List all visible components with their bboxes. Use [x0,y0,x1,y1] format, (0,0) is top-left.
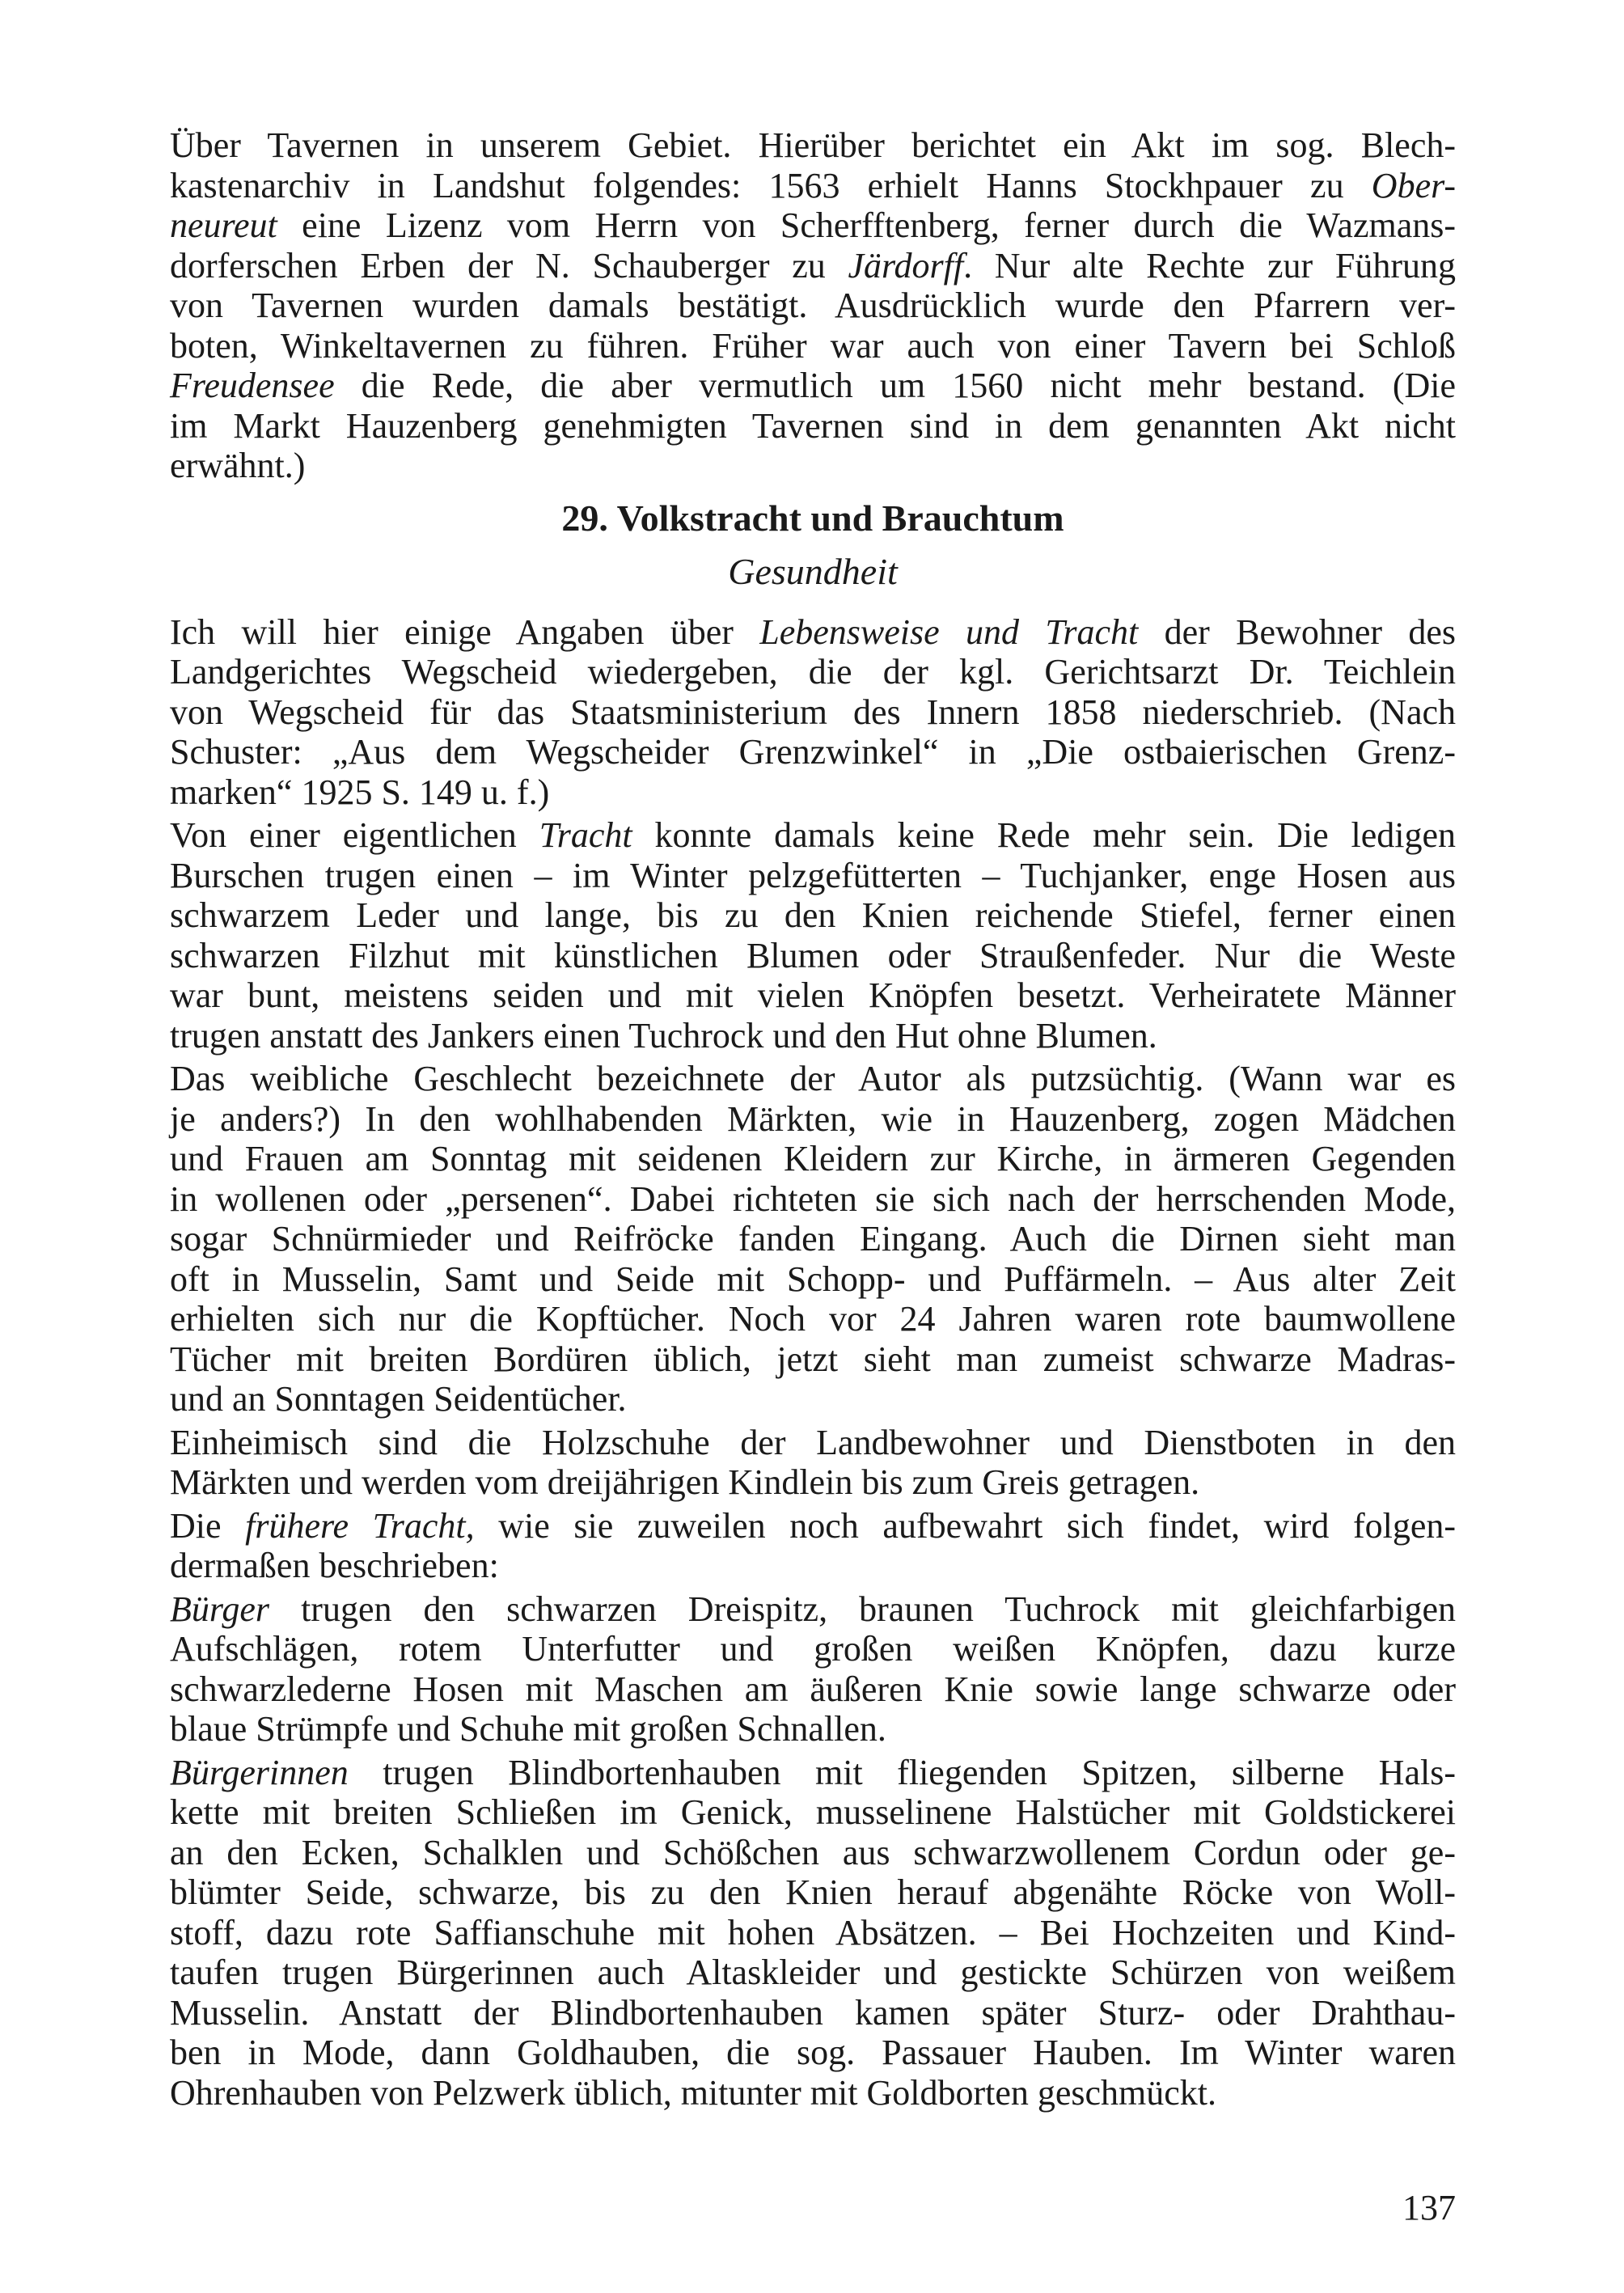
text-line: dermaßen beschrieben: [170,1546,499,1585]
text-line: Von einer eigentlichen Tracht konnte damals keine Rede mehr sein. Die ledigen [170,815,1456,855]
text-line: Ich will hier einige Angaben über Lebensweise und Tracht der Bewohner des [170,611,1457,652]
text-line: trugen anstatt des Jankers einen Tuchrock und den Hut ohne Blumen. [170,1015,1157,1056]
text-line: blümter Seide, schwarze, bis zu den Knien herauf abgenähte Röcke von Woll- [170,1872,1456,1912]
text-line: Burschen trugen einen – im Winter pelzgefütterten – Tuchjanker, enge Hosen aus [170,855,1456,895]
text-line: war bunt, meistens seiden und mit vielen Knöpfen besetzt. Verheiratete Männer [170,975,1456,1015]
text-line: je anders?) In den wohlhabenden Märkten, wie in Hauzenberg, zogen Mädchen [170,1098,1456,1139]
intro-paragraph [170,125,1456,486]
text-line: kastenarchiv in Landshut folgendes: 1563 erhielt Hanns Stockhpauer zu Ober- [170,165,1456,205]
text-line: stoff, dazu rote Saffianschuhe mit hohen Absätzen. – Bei Hochzeiten und Kind- [170,1912,1456,1952]
text-line: Das weibliche Geschlecht bezeichnete der Autor als putzsüchtig. (Wann war es [170,1059,1456,1098]
text-line: ben in Mode, dann Goldhauben, die sog. Passauer Hauben. Im Winter waren [170,2033,1456,2072]
text-line: schwarzem Leder und lange, bis zu den Knien reichende Stiefel, ferner einen [170,895,1456,935]
text-line: kette mit breiten Schließen im Genick, musselinene Halstücher mit Goldstickerei [170,1792,1456,1832]
text-line: Einheimisch sind die Holzschuhe der Landbewohner und Dienstboten in den [170,1422,1456,1462]
text-line: in wollenen oder „persenen“. Dabei richteten sie sich nach der herrschenden Mode, [170,1178,1456,1219]
paragraph [170,1059,1456,1419]
text-line: Bürgerinnen trugen Blindbortenhauben mit fliegenden Spitzen, silberne Hals- [170,1752,1456,1792]
text-line: im Markt Hauzenberg genehmigten Tavernen sind in dem genannten Akt nicht [170,405,1456,446]
text-line: sogar Schnürmieder und Reifröcke fanden Eingang. Auch die Dirnen sieht man [170,1219,1456,1259]
paragraph [170,1506,1456,1586]
text-line: von Wegscheid für das Staatsministerium des Innern 1858 niederschrieb. (Nach [170,692,1456,732]
paragraph [170,612,1456,813]
paragraph [170,1753,1456,2113]
paragraph [170,1589,1456,1749]
text-line: Die frühere Tracht, wie sie zuweilen noch aufbewahrt sich findet, wird folgen- [170,1505,1457,1546]
text-line: Über Tavernen in unserem Gebiet. Hierüber berichtet ein Akt im sog. Blech- [170,125,1456,165]
text-line: marken“ 1925 S. 149 u. f.) [170,772,550,812]
text-line: Tücher mit breiten Bordüren üblich, jetzt sieht man zumeist schwarze Madras- [170,1339,1456,1379]
text-line: schwarzen Filzhut mit künstlichen Blumen oder Straußenfeder. Nur die Weste [170,935,1456,975]
text-line: von Tavernen wurden damals bestätigt. Ausdrücklich wurde den Pfarrern ver- [170,286,1456,325]
section-subtitle: Gesundheit [728,550,898,592]
paragraph [170,1423,1456,1503]
text-line: Märkten und werden vom dreijährigen Kindlein bis zum Greis getragen. [170,1462,1200,1502]
text-block [170,125,1456,2113]
text-line: dorferschen Erben der N. Schauberger zu Järdorff. Nur alte Rechte zur Führung [170,245,1457,286]
text-line: an den Ecken, Schalklen und Schößchen aus schwarzwollenem Cordun oder ge- [170,1832,1456,1872]
text-line: erwähnt.) [170,446,306,485]
text-line: Ohrenhauben von Pelzwerk üblich, mitunter mit Goldborten geschmückt. [170,2072,1217,2113]
text-line: Aufschlägen, rotem Unterfutter und großen weißen Knöpfen, dazu kurze [170,1629,1456,1669]
text-line: taufen trugen Bürgerinnen auch Altaskleider und gestickte Schürzen von weißem [170,1952,1456,1992]
text-line: und an Sonntagen Seidentücher. [170,1379,627,1419]
text-line: Bürger trugen den schwarzen Dreispitz, braunen Tuchrock mit gleichfarbigen [170,1589,1456,1629]
text-line: Freudensee die Rede, die aber vermutlich um 1560 nicht mehr bestand. (Die [170,366,1456,405]
page-number: 137 [1402,2188,1456,2227]
text-line: boten, Winkeltavernen zu führen. Früher war auch von einer Tavern bei Schloß [170,325,1456,366]
text-line: erhielten sich nur die Kopftücher. Noch vor 24 Jahren waren rote baumwollene [170,1299,1456,1339]
text-line: oft in Musselin, Samt und Seide mit Schopp- und Puffärmeln. – Aus alter Zeit [170,1259,1456,1299]
text-line: Schuster: „Aus dem Wegscheider Grenzwinkel“ in „Die ostbaierischen Grenz- [170,732,1456,772]
paragraph [170,815,1456,1056]
text-line: neureut eine Lizenz vom Herrn von Scherfftenberg, ferner durch die Wazmans- [170,205,1456,245]
section-title: 29. Volkstracht und Brauchtum [561,497,1064,539]
text-line: und Frauen am Sonntag mit seidenen Kleidern zur Kirche, in ärmeren Gegenden [170,1139,1456,1178]
text-line: blaue Strümpfe und Schuhe mit großen Schnallen. [170,1709,886,1749]
text-line: Musselin. Anstatt der Blindbortenhauben kamen später Sturz- oder Drahthau- [170,1992,1456,2033]
text-line: Landgerichtes Wegscheid wiedergeben, die der kgl. Gerichtsarzt Dr. Teichlein [170,652,1456,692]
text-line: schwarzlederne Hosen mit Maschen am äußeren Knie sowie lange schwarze oder [170,1669,1456,1709]
